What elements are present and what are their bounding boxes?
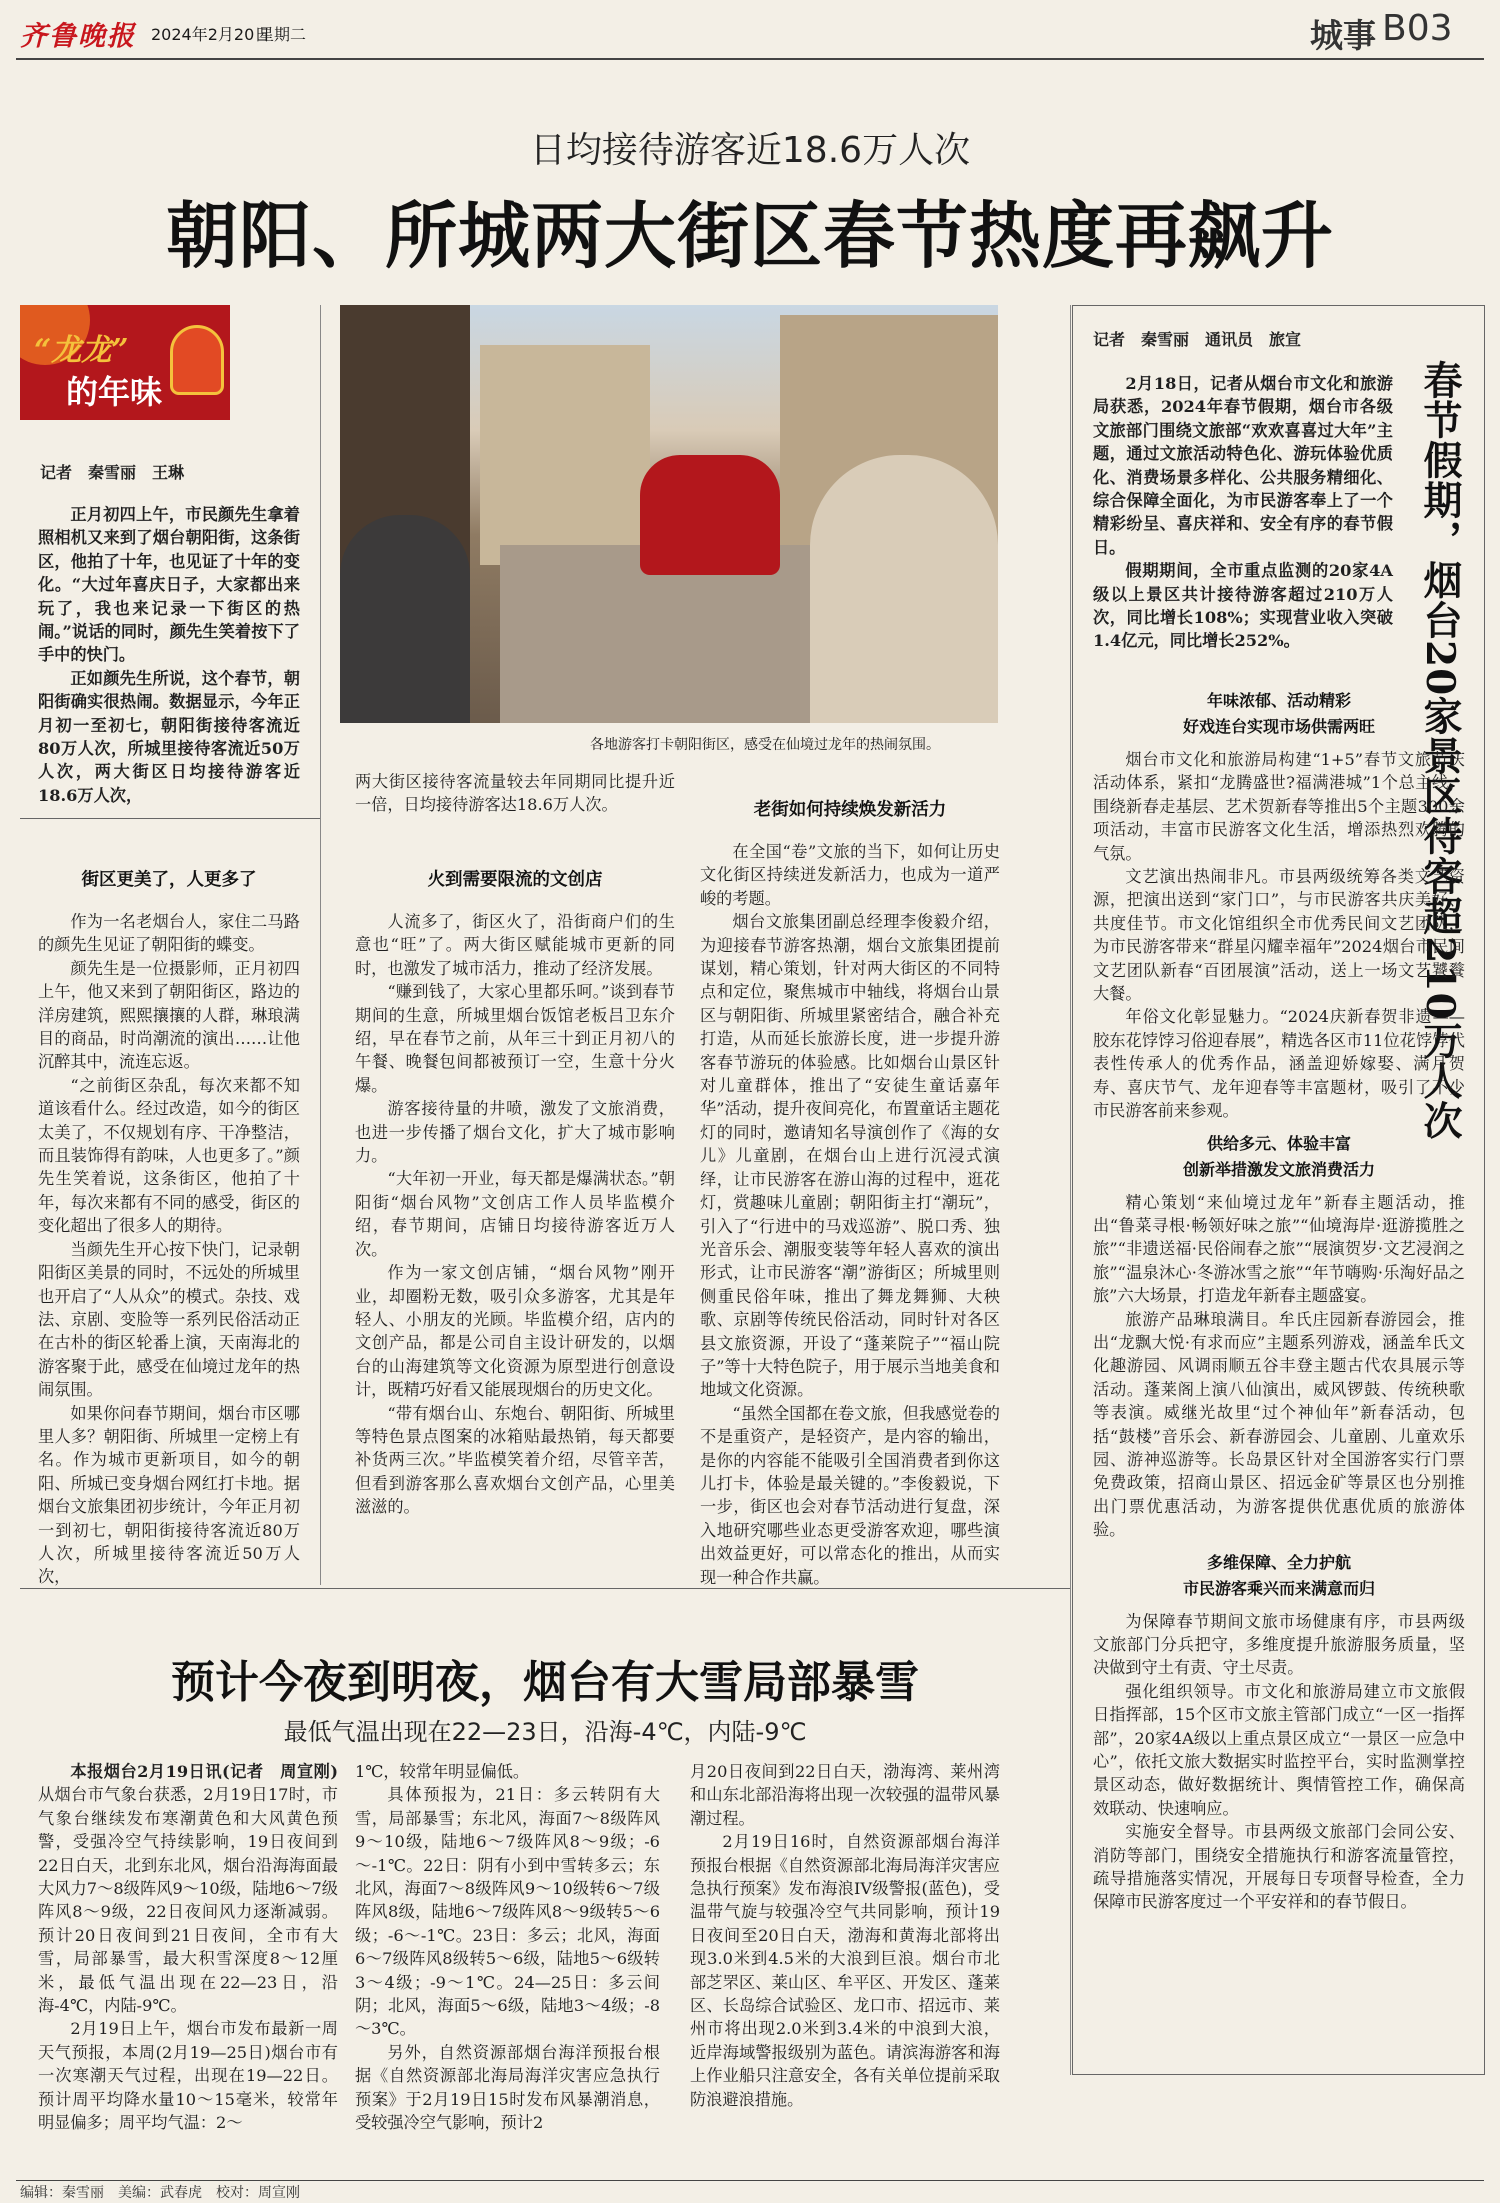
body-paragraph: 游客接待量的井喷，激发了文旅消费，也进一步传播了烟台文化，扩大了城市影响力。 (355, 1099, 675, 1166)
column-2 (355, 910, 675, 1519)
photo-performers (640, 455, 780, 575)
body-paragraph: “大年初一开业，每天都是爆满状态。”朝阳街“烟台风物”文创店工作人员毕监模介绍，春节期间，店铺日均接待游客近万人次。 (355, 1169, 675, 1259)
body-paragraph: 实施安全督导。市县两级文旅部门会同公安、消防等部门，围绕安全措施执行和游客流量管控，疏导措施落实情况，开展每日专项督导检查，全力保障市民游客度过一个平安祥和的春节假日。 (1093, 1822, 1465, 1912)
weather-paragraph: 2月19日上午，烟台市发布最新一周天气预报，本周(2月19—25日)烟台市有一次寒潮天气过程，出现在19—22日。预计周平均降水量10～15毫米，较常年明显偏多；周平均气温：2～ (38, 2019, 338, 2133)
intro-paragraph: 正月初四上午，市民颜先生拿着照相机又来到了烟台朝阳街，这条街区，他拍了十年，也见证了十年的变化。“大过年喜庆日子，大家都出来玩了，我也来记录一下街区的热闹。”说话的同时，颜先生笑着按下了手中的快门。 (38, 505, 300, 665)
column-divider (320, 305, 321, 1585)
column-1 (38, 910, 300, 1589)
badge-line2: 的年味 (66, 373, 163, 411)
right-subhead-c1: 多维保障、全力护航 (1206, 1552, 1351, 1572)
subhead-3: 老街如何持续焕发新活力 (753, 800, 947, 820)
headline-kicker: 日均接待游客近18.6万人次 (529, 130, 971, 171)
body-paragraph: “之前街区杂乱，每次来都不知道该看什么。经过改造，如今的街区太美了，不仅规划有序、干净整洁，而且装饰得有韵味，人也更多了。”颜先生笑着说，这条街区，他拍了十年，每次来都有不同的感受，街区的变化超出了很多人的期待。 (38, 1075, 300, 1236)
body-paragraph: 精心策划“来仙境过龙年”新春主题活动，推出“鲁菜寻根·畅领好味之旅”“仙境海岸·逛游揽胜之旅”“非遗送福·民俗闹春之旅”“展演贺岁·文艺浸润之旅”“温泉沐心·冬游冰雪之旅”“年节嗨购·乐淘好品之旅”六大场景，打造龙年新春主题盛宴。 (1093, 1192, 1465, 1306)
dragon-year-badge (20, 305, 230, 420)
weather-paragraph: 月20日夜间到22日白天，渤海湾、莱州湾和山东北部沿海将出现一次较强的温带风暴潮过程。 (690, 1762, 1000, 1828)
weather-paragraph: 另外，自然资源部烟台海洋预报台根据《自然资源部北海局海洋灾害应急执行预案》于2月19日15时发布风暴潮消息，受较强冷空气影响，预计2 (355, 2042, 660, 2133)
weather-column-1 (38, 1760, 338, 2135)
weather-top-rule (20, 1588, 1070, 1589)
right-subhead-a1: 年味浓郁、活动精彩 (1206, 691, 1351, 710)
badge-line1: “龙龙” (34, 333, 129, 368)
photo-photographer-left (340, 515, 470, 723)
paper-logo: 齐鲁晚报 (20, 21, 136, 52)
masthead-rule (16, 58, 1484, 60)
right-story-title: 春节假期，烟台20家景区待客超210万人次 (1417, 360, 1463, 1141)
body-paragraph: 烟台文旅集团副总经理李俊毅介绍，为迎接春节游客热潮，烟台文旅集团提前谋划，精心策划，针对两大街区的不同特点和定位，聚焦城市中轴线，将烟台山景区与朝阳街、所城里紧密结合，融合补充打造，从而延长旅游长度，进一步提升游客春节游玩的体验感。比如烟台山景区针对儿童群体，推出了“安徒生童话嘉年华”活动，提升夜间亮化，布置童话主题花灯的同时，邀请知名导演创作了《海的女儿》儿童剧，在烟台山上进行沉浸式演绎，让市民游客在游山海的过程中，逛花灯，赏趣味儿童剧；朝阳街主打“潮玩”，引入了“行进中的马戏巡游”、脱口秀、独光音乐会、潮服变装等年轻人喜欢的演出形式，让市民游客“潮”游街区；所城里则侧重民俗年味，推出了舞龙舞狮、大秧歌、京剧等传统民俗活动，同时针对各区县文旅资源，开设了“蓬莱院子”“福山院子”等十大特色院子，用于展示当地美食和地域文化资源。 (700, 912, 1000, 1400)
subhead-2: 火到需要限流的文创店 (427, 870, 603, 890)
body-paragraph: 人流多了，街区火了，沿街商户们的生意也“旺”了。两大街区赋能城市更新的同时，也激发了城市活力，推动了经济发展。 (355, 912, 675, 978)
section-name: 城事 (1310, 16, 1376, 55)
weather-lead-text: 从烟台市气象台获悉，2月19日17时，市气象台继续发布寒潮黄色和大风黄色预警，受强冷空气持续影响，19日夜间到22日白天，北到东北风，烟台沿海海面最大风力7～8级阵风9～10级，陆地6～7级阵风8～9级，22日夜间风力逐渐减弱。预计20日夜间到21日夜间，全市有大雪，局部暴雪，最大积雪深度8～12厘米，最低气温出现在22—23日，沿海-4℃，内陆-9℃。 (38, 1785, 338, 2016)
weather-lead-label: 本报烟台2月19日讯(记者 周宣刚) (70, 1762, 338, 1781)
right-subhead-b1: 供给多元、体验丰富 (1206, 1133, 1351, 1153)
column-3 (700, 840, 1000, 1589)
intro-paragraph: 正如颜先生所说，这个春节，朝阳街确实很热闹。数据显示，今年正月初一至初七，朝阳街接待客流近80万人次，所城里接待客流近50万人次，两大街区日均接待游客近18.6万人次， (38, 668, 300, 805)
left-byline: 记者 秦雪丽 王琳 (40, 463, 185, 482)
street-crowd-photo (340, 305, 998, 723)
masthead (0, 0, 1500, 62)
body-paragraph: 旅游产品琳琅满目。牟氏庄园新春游园会，推出“龙飘大悦·有求而应”主题系列游戏，涵盖牟氏文化趣游园、风调雨顺五谷丰登主题古代农具展示等活动。蓬莱阁上演八仙演出，威风锣鼓、传统秧歌等表演。威继光故里“过个神仙年”新春活动，包括“鼓楼”音乐会、新春游园会、儿童剧、儿童欢乐园、游神巡游等。长岛景区针对全国游客实行门票免费政策，招商山景区、招远金矿等景区也分别推出门票优惠活动，为游客提供优惠优质的旅游体验。 (1093, 1309, 1465, 1540)
issue-date: 2024年2月20日 (151, 25, 271, 44)
issue-weekday: 星期二 (258, 25, 307, 44)
body-paragraph: 在全国“卷”文旅的当下，如何让历史文化街区持续迸发新活力，也成为一道严峻的考题。 (700, 842, 1000, 908)
body-paragraph: “虽然全国都在卷文旅，但我感觉卷的不是重资产，是轻资产，是内容的输出，是你的内容能不能吸引全国消费者到你这儿打卡，体验是最关键的。”李俊毅说，下一步，街区也会对春节活动进行复盘，深入地研究哪些业态更受游客欢迎，哪些演出效益更好，可以常态化的推出，从而实现一种合作共赢。 (700, 1403, 1000, 1587)
weather-paragraph: 具体预报为，21日：多云转阴有大雪，局部暴雪；东北风，海面7～8级阵风9～10级，陆地6～7级阵风8～9级；-6～-1℃。22日：阴有小到中雪转多云；东北风，海面7～8级阵风9～10级转6～7级阵风8级，陆地6～7级阵风8～9级转5～6级；-6～-1℃。23日：多云；北风，海面6～7级阵风8级转5～6级，陆地5～6级转3～4级；-9～1℃。24—25日：多云间阴；北风，海面5～6级，陆地3～4级；-8～3℃。 (355, 1785, 660, 2039)
weather-paragraph: 1℃，较常年明显偏低。 (355, 1762, 530, 1781)
badge-dragon-icon (170, 325, 224, 395)
weather-column-2 (355, 1760, 660, 2135)
body-paragraph: 烟台市文化和旅游局构建“1+5”春节文旅节庆活动体系，紧扣“龙腾盛世?福满港城”1个总主线，围绕新春走基层、艺术贺新春等推出5个主题300余项活动，丰富市民游客文化生活，增添热烈欢腾的气氛。 (1093, 750, 1465, 863)
headline-title: 朝阳、所城两大街区春节热度再飙升 (165, 193, 1334, 278)
right-byline: 记者 秦雪丽 通讯员 旅宣 (1093, 330, 1302, 349)
right-subhead-b2: 创新举措激发文旅消费活力 (1182, 1159, 1375, 1179)
body-paragraph: 作为一家文创店铺，“烟台风物”刚开业，却圈粉无数，吸引众多游客，尤其是年轻人、小朋友的光顾。毕监模介绍，店内的文创产品，都是公司自主设计研发的，以烟台的山海建筑等文化资源为原型进行创意设计，既精巧好看又能展现烟台的历史文化。 (355, 1263, 675, 1400)
photo-photographer-right (810, 455, 998, 723)
weather-paragraph (38, 1760, 338, 2017)
footer-credits: 编辑：秦雪丽 美编：武春虎 校对：周宣刚 (20, 2185, 300, 2201)
right-intro-paragraph: 2月18日，记者从烟台市文化和旅游局获悉，2024年春节假期，烟台市各级文旅部门围绕文旅部“欢欢喜喜过大年”主题，通过文旅活动特色化、游玩体验优质化、消费场景多样化、公共服务精细化、综合保障全面化，为市民游客奉上了一个精彩纷呈、喜庆祥和、安全有序的春节假日。 (1093, 374, 1393, 557)
weather-paragraph: 2月19日16时，自然资源部烟台海洋预报台根据《自然资源部北海局海洋灾害应急执行预案》发布海浪IV级警报(蓝色)，受温带气旋与较强冷空气共同影响，预计19日夜间至20日白天，渤海和黄海北部将出现3.0米到4.5米的大浪到巨浪。烟台市北部芝罘区、莱山区、牟平区、开发区、蓬莱区、长岛综合试验区、龙口市、招远市、莱州市将出现2.0米到3.4米的中浪到大浪，近岸海域警报级别为蓝色。请滨海游客和海上作业船只注意安全，各有关单位提前采取防浪避浪措施。 (690, 1832, 1000, 2109)
body-paragraph: 为保障春节期间文旅市场健康有序，市县两级文旅部门分兵把守，多维度提升旅游服务质量，坚决做到守土有责、守土尽责。 (1093, 1611, 1465, 1678)
body-paragraph: 如果你问春节期间，烟台市区哪里人多？朝阳街、所城里一定榜上有名。作为城市更新项目，如今的朝阳、所城已变身烟台网红打卡地。据烟台文旅集团初步统计，今年正月初一到初七，朝阳街接待客流近80万人次，所城里接待客流近50万人次， (38, 1403, 300, 1587)
right-intro (1093, 372, 1393, 653)
left-block-divider (20, 818, 320, 819)
col2-top (355, 770, 675, 817)
right-body (1093, 688, 1465, 1914)
body-paragraph: 颜先生是一位摄影师，正月初四上午，他又来到了朝阳街区，路边的洋房建筑，熙熙攘攘的人群，琳琅满目的商品，时尚潮流的演出……让他沉醉其中，流连忘返。 (38, 958, 300, 1072)
right-intro-paragraph: 假期期间，全市重点监测的20家4A级以上景区共计接待游客超过210万人次，同比增长108%；实现营业收入突破1.4亿元，同比增长252%。 (1093, 561, 1393, 651)
right-subhead-c2: 市民游客乘兴而来满意而归 (1182, 1578, 1375, 1598)
footer-rule (16, 2180, 1484, 2181)
body-paragraph: 强化组织领导。市文化和旅游局建立市文旅假日指挥部，15个区市文旅主管部门成立“一区一指挥部”，20家4A级以上重点景区成立“一景区一应急中心”，依托文旅大数据实时监控平台，实时监测掌控景区动态，做好数据统计、舆情管控工作，确保高效联动、快速响应。 (1093, 1681, 1465, 1818)
weather-column-3 (690, 1760, 1000, 2111)
right-subhead-a2: 好戏连台实现市场供需两旺 (1182, 717, 1375, 736)
body-paragraph: “赚到钱了，大家心里都乐呵。”谈到春节期间的生意，所城里烟台饭馆老板吕卫东介绍，早在春节之前，从年三十到正月初八的午餐、晚餐包间都被预订一空，生意十分火爆。 (355, 982, 675, 1095)
body-paragraph: 当颜先生开心按下快门，记录朝阳街区美景的同时，不远处的所城里也开启了“人从众”的模式。杂技、戏法、京剧、变脸等一系列民俗活动正在古朴的街区轮番上演，天南海北的游客聚于此，感受在仙境过龙年的热闹氛围。 (38, 1239, 300, 1400)
photo-caption: 各地游客打卡朝阳街区，感受在仙境过龙年的热闹氛围。 (590, 737, 940, 753)
weather-subtitle: 最低气温出现在22—23日，沿海-4℃，内陆-9℃ (283, 1718, 807, 1746)
body-paragraph: 作为一名老烟台人，家住二马路的颜先生见证了朝阳街的蝶变。 (38, 912, 300, 955)
subhead-1: 街区更美了，人更多了 (81, 870, 257, 890)
body-paragraph: 文艺演出热闹非凡。市县两级统筹各类文艺资源，把演出送到“家门口”，与市民游客共庆美好、共度佳节。市文化馆组织全市优秀民间文艺团队，为市民游客带来“群星闪耀幸福年”2024烟台市民间文艺团队新春“百团展演”活动，送上一场文艺饕餮大餐。 (1093, 867, 1465, 1004)
intro-block (38, 503, 300, 807)
body-paragraph: 年俗文化彰显魅力。“2024庆新春贺非遗——胶东花饽饽习俗迎春展”，精选各区市11位花饽饽代表性传承人的优秀作品，涵盖迎娇嫁娶、满月贺寿、喜庆节气、龙年迎春等丰富题材，吸引了不少市民游客前来参观。 (1093, 1007, 1465, 1121)
photo-building-center (480, 345, 650, 565)
body-paragraph: “带有烟台山、东炮台、朝阳街、所城里等特色景点图案的冰箱贴最热销，每天都要补货两三次。”毕监模笑着介绍，尽管辛苦，但看到游客那么喜欢烟台文创产品，心里美滋滋的。 (355, 1403, 675, 1517)
column-divider (1070, 305, 1071, 2075)
page-number: B03 (1382, 8, 1453, 49)
weather-title: 预计今夜到明夜，烟台有大雪局部暴雪 (171, 1657, 919, 1708)
col2-top-paragraph: 两大街区接待客流量较去年同期同比提升近一倍，日均接待游客达18.6万人次。 (355, 772, 675, 815)
